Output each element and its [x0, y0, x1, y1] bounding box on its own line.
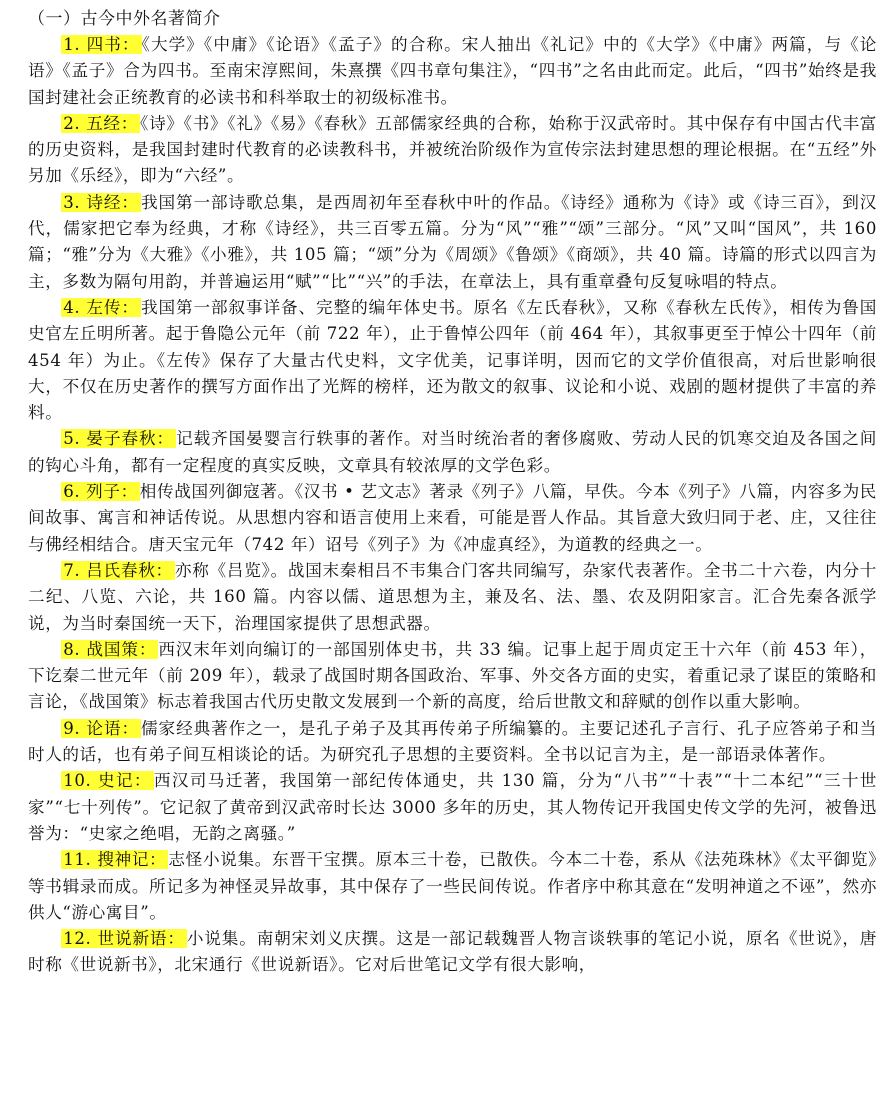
entry-sishu — [28, 32, 877, 111]
entry-liezi — [28, 479, 877, 558]
entry-text: 《诗》《书》《礼》《易》《春秋》五部儒家经典的合称，始称于汉武帝时。其中保存有中国古代丰富的历史资料，是我国封建时代教育的必读教科书，并被统治阶级作为宣传宗法封建思想的理论根据。在“五经”外另加《乐经》，即为“六经”。 — [28, 113, 877, 186]
entry-term-highlight: 2. 五经： — [63, 113, 139, 133]
entry-term-highlight: 3. 诗经： — [63, 192, 139, 212]
entry-term-highlight: 12. 世说新语： — [63, 929, 185, 949]
entry-text: 我国第一部诗歌总集，是西周初年至春秋中叶的作品。《诗经》通称为《诗》或《诗三百》，到汉代，儒家把它奉为经典，才称《诗经》，共三百零五篇。分为“风”“雅”“颂”三部分。“风”又叫“国风”，共 160 篇；“雅”分为《大雅》《小雅》，共 105 篇；“颂”分为《周颂》《鲁颂》《商颂》，共 40 篇。诗篇的形式以四言为主，多数为隔句用韵，并普遍运用“赋”“比”“兴”的手法，在章法上，具有重章叠句反复咏唱的特点。 — [28, 192, 877, 291]
entry-soushenji — [28, 847, 877, 926]
entry-text: 相传战国列御寇著。《汉书 • 艺文志》著录《列子》八篇，早佚。今本《列子》八篇，内容多为民间故事、寓言和神话传说。从思想内容和语言使用上来看，可能是晋人作品。其旨意大致归同于老、庄，又往往与佛经相结合。唐天宝元年（742 年）诏号《列子》为《冲虚真经》，为道教的经典之一。 — [28, 482, 877, 554]
entry-text: 西汉司马迁著，我国第一部纪传体通史，共 130 篇，分为“八书”“十表”“十二本纪”“三十世家”“七十列传”。它记叙了黄帝到汉武帝时长达 3000 多年的历史，其人物传记开我国史传文学的先河，被鲁迅誉为：“史家之绝唱，无韵之离骚。” — [28, 771, 877, 843]
entry-text: 小说集。南朝宋刘义庆撰。这是一部记载魏晋人物言谈轶事的笔记小说，原名《世说》，唐时称《世说新书》，北宋通行《世说新语》。它对后世笔记文学有很大影响， — [28, 929, 877, 975]
entry-text: 记载齐国晏婴言行轶事的著作。对当时统治者的奢侈腐败、劳动人民的饥寒交迫及各国之间的钩心斗角，都有一定程度的真实反映，文章具有较浓厚的文学色彩。 — [28, 429, 877, 475]
entry-term-highlight: 6. 列子： — [63, 482, 138, 502]
entry-term-highlight: 1. 四书： — [63, 35, 140, 54]
entry-term-highlight: 7. 吕氏春秋： — [63, 560, 173, 580]
entry-lvshi-chunqiu — [28, 558, 877, 637]
entry-zuozhuan — [28, 295, 877, 426]
entry-zhanguoce — [28, 637, 877, 716]
entry-term-highlight: 11. 搜神记： — [63, 850, 167, 870]
entry-shishuo-xinyu — [28, 926, 877, 979]
entry-text: 《大学》《中庸》《论语》《孟子》的合称。宋人抽出《礼记》中的《大学》《中庸》两篇，与《论语》《孟子》合为四书。至南宋淳熙间，朱熹撰《四书章句集注》，“四书”之名由此而定。此后，“四书”始终是我国封建社会正统教育的必读书和科举取士的初级标准书。 — [28, 35, 877, 107]
entry-text: 儒家经典著作之一，是孔子弟子及其再传弟子所编纂的。主要记述孔子言行、孔子应答弟子和当时人的话，也有弟子间互相谈论的话。为研究孔子思想的主要资料。全书以记言为主，是一部语录体著作。 — [28, 718, 877, 765]
entry-text: 亦称《吕览》。战国末秦相吕不韦集合门客共同编写，杂家代表著作。全书二十六卷，内分十二纪、八览、六论，共 160 篇。内容以儒、道思想为主，兼及名、法、墨、农及阴阳家言。汇合先秦各派学说，为当时秦国统一天下，治理国家提供了思想武器。 — [28, 560, 877, 633]
entry-term-highlight: 9. 论语： — [63, 718, 140, 738]
entry-term-highlight: 10. 史记： — [63, 771, 152, 791]
entry-lunyu — [28, 716, 877, 769]
entry-text: 我国第一部叙事详备、完整的编年体史书。原名《左氏春秋》，又称《春秋左氏传》，相传为鲁国史官左丘明所著。起于鲁隐公元年（前 722 年），止于鲁悼公四年（前 464 年），其叙事更至于悼公十四年（前 454 年）为止。《左传》保存了大量古代史料，文字优美，记事详明，因而它的文学价值很高，对后世影响很大，不仅在历史著作的撰写方面作出了光辉的榜样，还为散文的叙事、议论和小说、戏剧的题材提供了丰富的养料。 — [28, 297, 877, 423]
entry-shijing — [28, 190, 877, 295]
section-heading: （一）古今中外名著简介 — [28, 9, 221, 29]
entry-yanzi-chunqiu — [28, 426, 877, 479]
entry-text: 西汉末年刘向编订的一部国别体史书，共 33 编。记事上起于周贞定王十六年（前 453 年），下讫秦二世元年（前 209 年），载录了战国时期各国政治、军事、外交各方面的史实，着重记录了谋臣的策略和言论，《战国策》标志着我国古代历史散文发展到一个新的高度，给后世散文和辞赋的创作以重大影响。 — [28, 639, 877, 712]
entry-shiji — [28, 768, 877, 847]
entry-term-highlight: 8. 战国策： — [63, 639, 157, 659]
entry-term-highlight: 5. 晏子春秋： — [63, 429, 175, 449]
entry-wujing — [28, 111, 877, 190]
entry-term-highlight: 4. 左传： — [63, 297, 139, 317]
entry-text: 志怪小说集。东晋干宝撰。原本三十卷，已散佚。今本二十卷，系从《法苑珠林》《太平御览》等书辑录而成。所记多为神怪灵异故事，其中保存了一些民间传说。作者序中称其意在“发明神道之不诬”，然亦供人“游心寓目”。 — [28, 850, 877, 922]
